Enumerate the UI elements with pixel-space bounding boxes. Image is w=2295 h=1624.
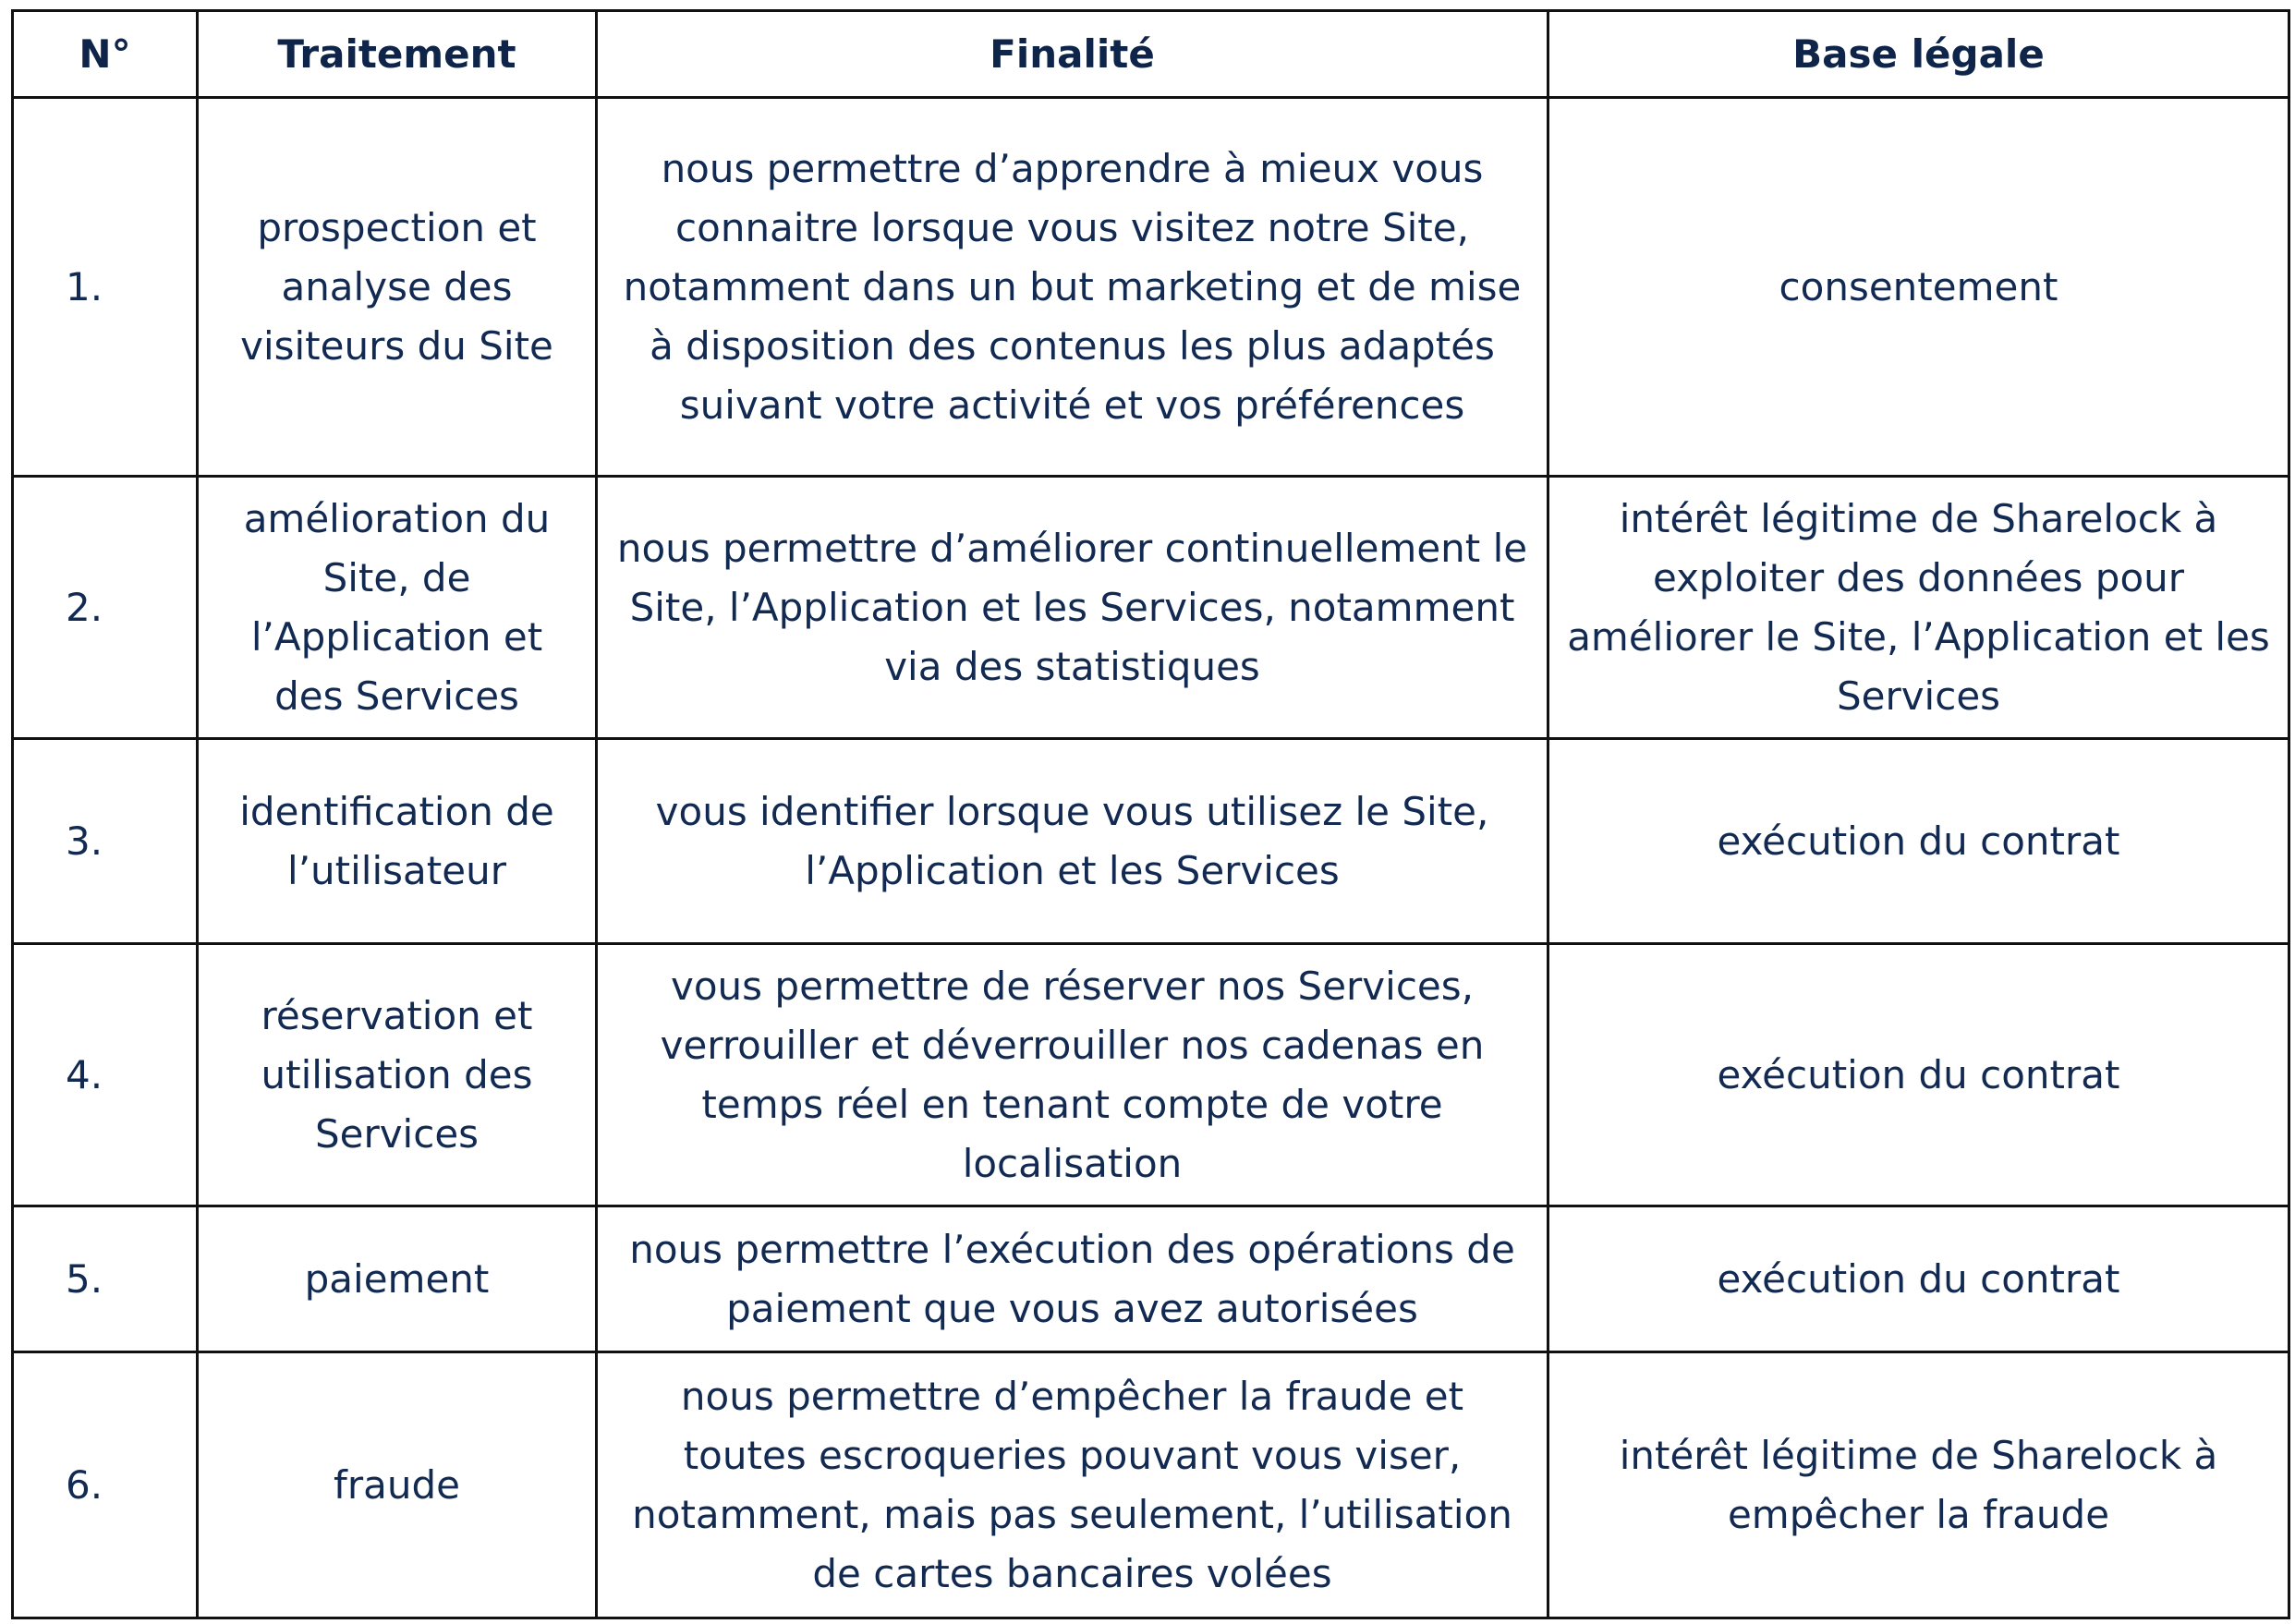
- row-number: 2.: [13, 477, 198, 739]
- row-base-legale: intérêt légitime de Sharelock à exploiter des données pour améliorer le Site, l’Application et les Services: [1548, 477, 2289, 739]
- row-base-legale: exécution du contrat: [1548, 739, 2289, 944]
- row-number: 6.: [13, 1352, 198, 1618]
- row-traitement: amélioration du Site, de l’Application et des Services: [198, 477, 597, 739]
- header-traitement: Traitement: [198, 11, 597, 98]
- table-row: [13, 944, 2289, 1206]
- row-base-legale: intérêt légitime de Sharelock à empêcher la fraude: [1548, 1352, 2289, 1618]
- table-row: [13, 477, 2289, 739]
- header-num: N°: [13, 11, 198, 98]
- row-traitement: identification de l’utilisateur: [198, 739, 597, 944]
- row-finalite: nous permettre d’améliorer continuellement le Site, l’Application et les Services, notamment via des statistiques: [597, 477, 1548, 739]
- row-finalite: vous identifier lorsque vous utilisez le Site, l’Application et les Services: [597, 739, 1548, 944]
- row-traitement: fraude: [198, 1352, 597, 1618]
- row-number: 3.: [13, 739, 198, 944]
- row-number: 5.: [13, 1206, 198, 1352]
- processing-table: [11, 9, 2290, 1619]
- row-finalite: vous permettre de réserver nos Services, verrouiller et déverrouiller nos cadenas en temps réel en tenant compte de votre localisation: [597, 944, 1548, 1206]
- row-number: 1.: [13, 98, 198, 477]
- row-base-legale: exécution du contrat: [1548, 944, 2289, 1206]
- row-finalite: nous permettre d’apprendre à mieux vous connaitre lorsque vous visitez notre Site, notamment dans un but marketing et de mise à disposition des contenus les plus adaptés suivant votre activité et vos préférences: [597, 98, 1548, 477]
- row-base-legale: exécution du contrat: [1548, 1206, 2289, 1352]
- row-finalite: nous permettre d’empêcher la fraude et toutes escroqueries pouvant vous viser, notamment, mais pas seulement, l’utilisation de cartes bancaires volées: [597, 1352, 1548, 1618]
- row-finalite: nous permettre l’exécution des opérations de paiement que vous avez autorisées: [597, 1206, 1548, 1352]
- row-number: 4.: [13, 944, 198, 1206]
- table-row: [13, 1352, 2289, 1618]
- header-row: [13, 11, 2289, 98]
- table-row: [13, 1206, 2289, 1352]
- table-row: [13, 739, 2289, 944]
- header-finalite: Finalité: [597, 11, 1548, 98]
- header-base-legale: Base légale: [1548, 11, 2289, 98]
- table-row: [13, 98, 2289, 477]
- row-traitement: prospection et analyse des visiteurs du Site: [198, 98, 597, 477]
- row-base-legale: consentement: [1548, 98, 2289, 477]
- row-traitement: réservation et utilisation des Services: [198, 944, 597, 1206]
- row-traitement: paiement: [198, 1206, 597, 1352]
